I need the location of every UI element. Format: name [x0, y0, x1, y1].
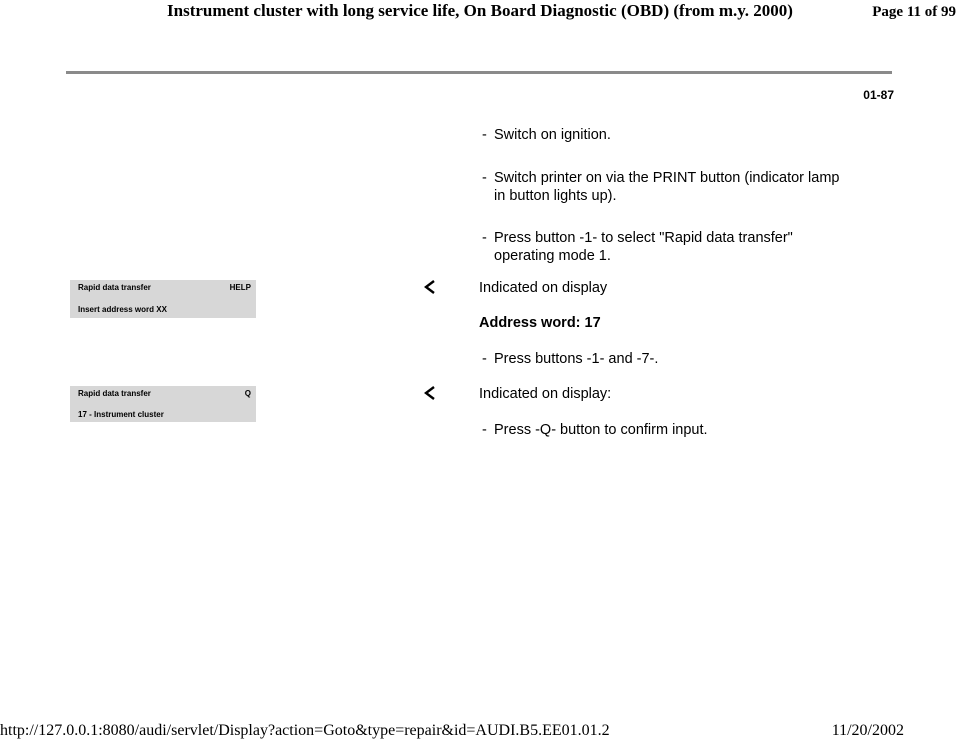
- footer-url: http://127.0.0.1:8080/audi/servlet/Display?action=Goto&type=repair&id=AUDI.B5.EE01.01.2: [0, 722, 610, 739]
- step-dash: -: [482, 422, 487, 438]
- step-switch-printer: [482, 169, 842, 205]
- display-panel-help: [70, 280, 256, 318]
- footer-date: 11/20/2002: [831, 722, 904, 739]
- display-mode-label: Rapid data transfer: [78, 389, 151, 398]
- display-mode-label: Rapid data transfer: [78, 283, 151, 292]
- step-switch-on-ignition: [482, 126, 842, 144]
- section-page-number: 01-87: [863, 88, 894, 102]
- step-text: Press -Q- button to confirm input.: [494, 422, 708, 438]
- display-line-1: [70, 283, 256, 293]
- step-text: Press buttons -1- and -7-.: [494, 351, 659, 367]
- step-text: Switch on ignition.: [494, 127, 611, 143]
- step-dash: -: [482, 230, 487, 246]
- left-chevron-icon: [424, 386, 436, 405]
- step-select-mode: [482, 229, 842, 265]
- address-word: Address word: 17: [479, 315, 601, 331]
- page-counter: Page 11 of 99: [872, 4, 956, 20]
- display-key-label: Q: [244, 389, 251, 398]
- indicated-on-display-2: Indicated on display:: [479, 386, 612, 402]
- step-text: Switch printer on via the PRINT button (indicator lamp in button lights up).: [494, 170, 840, 204]
- indicated-on-display: Indicated on display: [479, 280, 608, 296]
- display-line-2: [70, 410, 256, 420]
- step-dash: -: [482, 170, 487, 186]
- step-press-buttons: [482, 350, 842, 368]
- display-cluster-label: 17 - Instrument cluster: [78, 410, 164, 419]
- display-key-label: HELP: [229, 283, 251, 292]
- display-line-1: [70, 389, 256, 399]
- display-line-2: [70, 305, 256, 315]
- step-dash: -: [482, 127, 487, 143]
- display-prompt-label: Insert address word XX: [78, 305, 167, 314]
- left-chevron-icon: [424, 280, 436, 299]
- header-rule: [66, 71, 892, 74]
- document-title: Instrument cluster with long service life, On Board Diagnostic (OBD) (from m.y. 2000): [167, 1, 793, 20]
- display-panel-q: [70, 386, 256, 422]
- step-text: Press button -1- to select "Rapid data transfer" operating mode 1.: [494, 230, 793, 264]
- step-dash: -: [482, 351, 487, 367]
- step-press-q: [482, 421, 842, 439]
